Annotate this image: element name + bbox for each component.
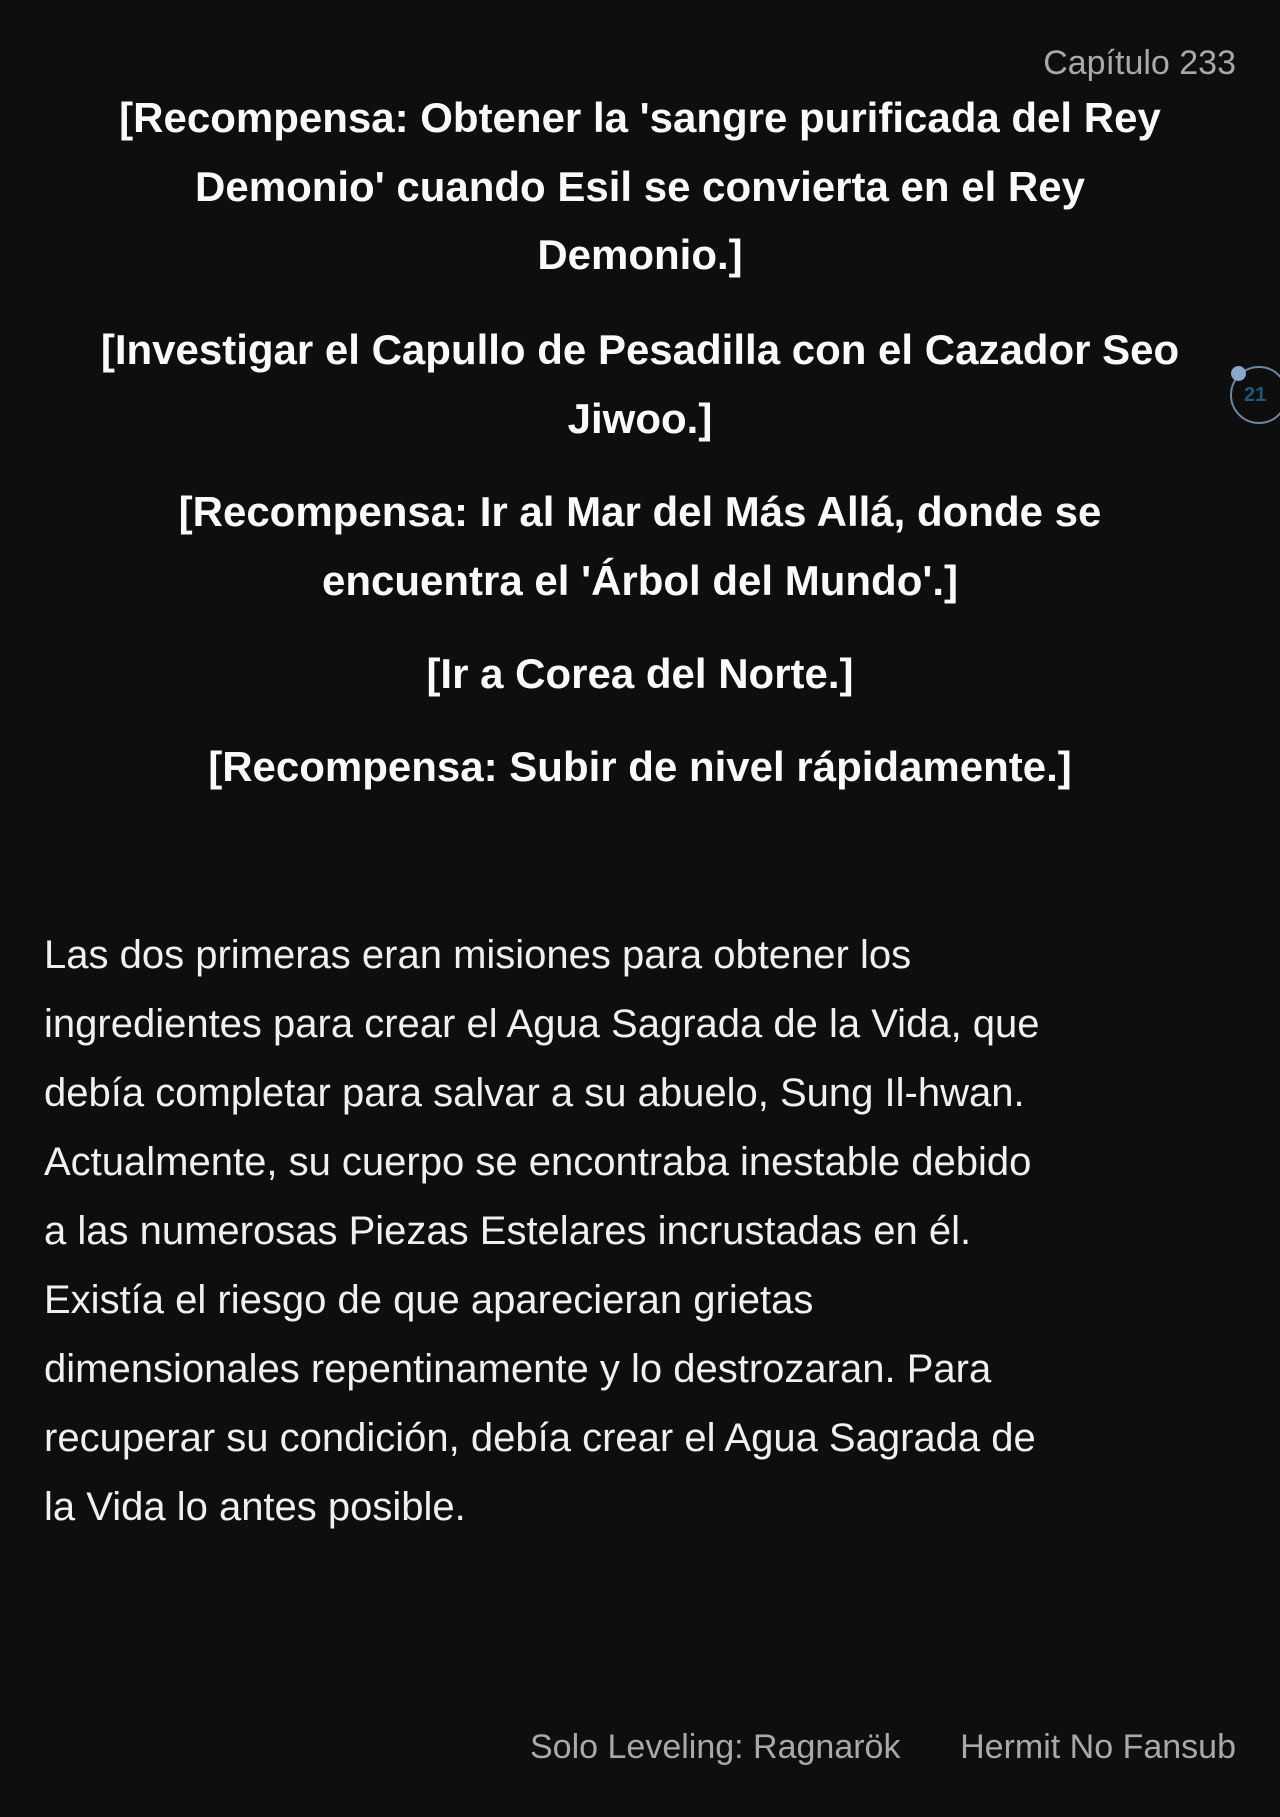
system-message-reward-3 (0, 733, 1280, 802)
paragraph-line: Existía el riesgo de que aparecieran grietas (44, 1278, 814, 1322)
paragraph-line: debía completar para salvar a su abuelo, Sung Il-hwan. (44, 1071, 1025, 1115)
heading-line: Jiwoo.] (567, 394, 713, 442)
page-number: 21 (1244, 384, 1267, 406)
footer-credit: Hermit No Fansub (960, 1728, 1236, 1766)
paragraph-line: recuperar su condición, debía crear el Agua Sagrada de (44, 1416, 1036, 1460)
scroll-handle-dot[interactable] (1231, 366, 1246, 381)
system-message-reward-1 (0, 84, 1280, 290)
heading-line: [Ir a Corea del Norte.] (426, 650, 854, 697)
heading-line: [Investigar el Capullo de Pesadilla con el Cazador Seo (100, 326, 1180, 373)
paragraph-line: ingredientes para crear el Agua Sagrada de la Vida, que (44, 1002, 1040, 1046)
system-message-quest-3 (0, 640, 1280, 709)
system-message-quest-2 (0, 316, 1280, 453)
paragraph-line: a las numerosas Piezas Estelares incrustadas en él. (44, 1209, 972, 1253)
heading-line: encuentra el 'Árbol del Mundo'.] (321, 556, 958, 604)
heading-line: [Recompensa: Ir al Mar del Más Allá, donde se (178, 488, 1102, 535)
footer-novel-title: Solo Leveling: Ragnarök (530, 1728, 901, 1766)
paragraph-line: dimensionales repentinamente y lo destrozaran. Para (44, 1347, 992, 1391)
chapter-label: Capítulo 233 (1043, 44, 1236, 82)
heading-line: Demonio' cuando Esil se convierta en el Rey (195, 162, 1085, 210)
heading-line: Demonio.] (537, 231, 743, 278)
system-message-reward-2 (0, 478, 1280, 615)
heading-line: [Recompensa: Obtener la 'sangre purificada del Rey (119, 94, 1161, 141)
paragraph-line: Actualmente, su cuerpo se encontraba inestable debido (44, 1140, 1032, 1184)
paragraph-line: Las dos primeras eran misiones para obtener los (44, 933, 912, 977)
body-paragraph (44, 921, 1244, 1542)
heading-line: [Recompensa: Subir de nivel rápidamente.] (208, 743, 1072, 790)
paragraph-line: la Vida lo antes posible. (44, 1485, 466, 1529)
